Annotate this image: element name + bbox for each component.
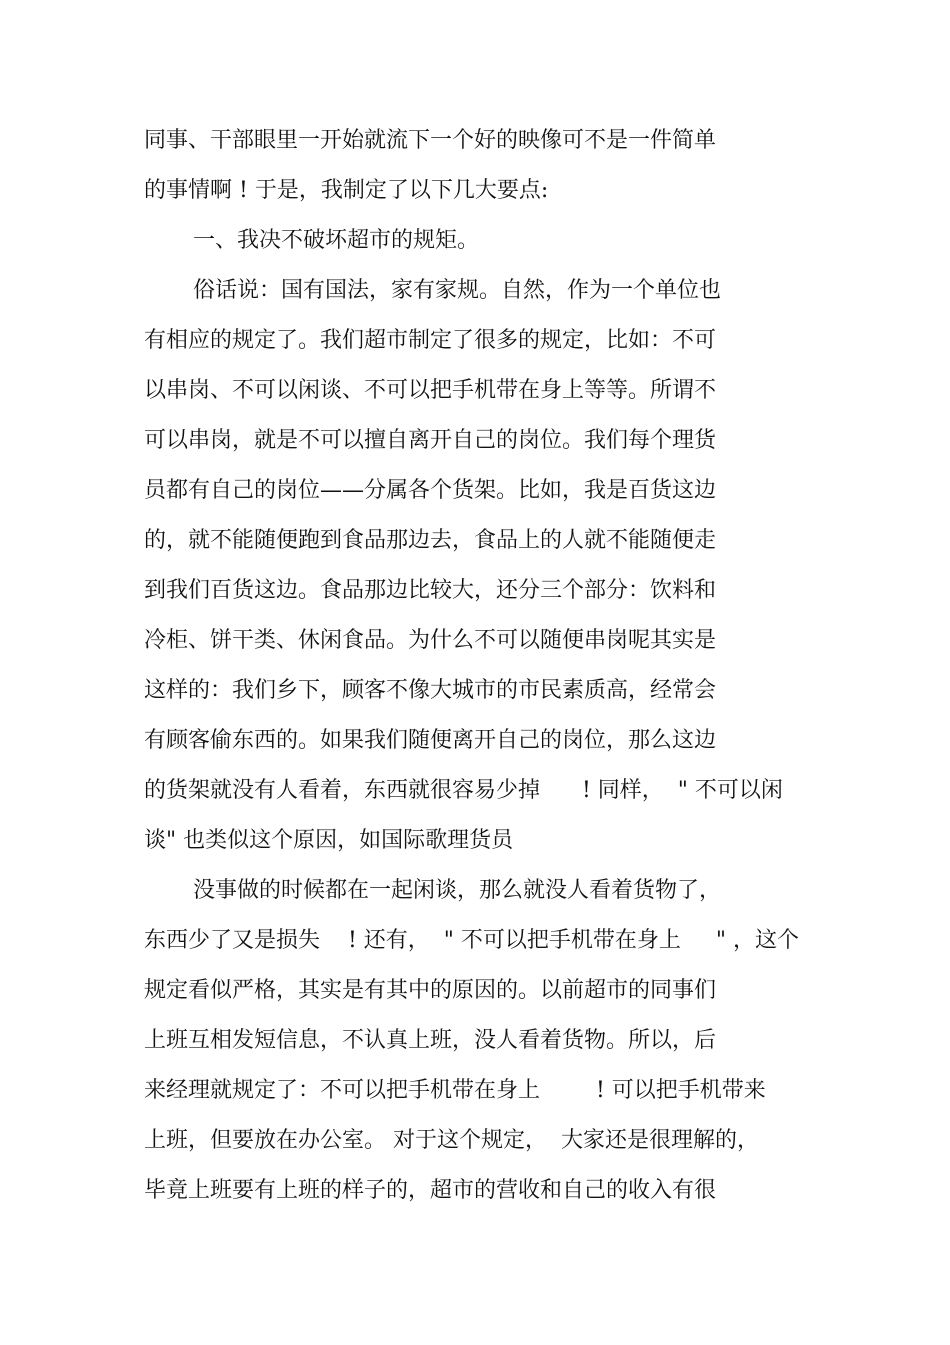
text-line: 毕竟上班要有上班的样子的，超市的营收和自己的收入有很 [144, 1178, 717, 1203]
text-line: 到我们百货这边。食品那边比较大，还分三个部分：饮料和 [144, 578, 717, 603]
text-line: 这样的：我们乡下，顾客不像大城市的市民素质高，经常会 [144, 678, 717, 703]
text-line: 同事、干部眼里一开始就流下一个好的映像可不是一件简单 [144, 128, 717, 153]
text-line: 谈" 也类似这个原因，如国际歌理货员 [144, 828, 514, 853]
section-heading: 一、我决不破坏超市的规矩。 [193, 228, 480, 253]
text-line: 规定看似严格，其实是有其中的原因的。以前超市的同事们 [144, 978, 717, 1003]
text-line: 东西少了又是损失 ! 还有， " 不可以把手机带在身上 " ，这个 [144, 928, 799, 953]
text-line: 的，就不能随便跑到食品那边去，食品上的人就不能随便走 [144, 528, 717, 553]
text-line: 上班，但要放在办公室。 对于这个规定， 大家还是很理解的， [144, 1128, 759, 1153]
text-line: 有相应的规定了。我们超市制定了很多的规定，比如：不可 [144, 328, 717, 353]
text-line: 来经理就规定了：不可以把手机带在身上 ! 可以把手机带来 [144, 1078, 766, 1103]
text-line: 冷柜、饼干类、休闲食品。为什么不可以随便串岗呢其实是 [144, 628, 717, 653]
text-line: 有顾客偷东西的。如果我们随便离开自己的岗位，那么这边 [144, 728, 717, 753]
text-line: 的事情啊 ! 于是，我制定了以下几大要点: [144, 178, 549, 203]
text-line: 可以串岗，就是不可以擅自离开自己的岗位。我们每个理货 [144, 428, 717, 453]
text-line: 上班互相发短信息，不认真上班，没人看着货物。所以，后 [144, 1028, 717, 1053]
text-line: 没事做的时候都在一起闲谈，那么就没人看着货物了， [193, 878, 722, 903]
text-line: 以串岗、不可以闲谈、不可以把手机带在身上等等。所谓不 [144, 378, 717, 403]
text-line: 员都有自己的岗位——分属各个货架。比如，我是百货这边 [144, 478, 717, 503]
text-line: 俗话说：国有国法，家有家规。自然，作为一个单位也 [193, 278, 722, 303]
text-line: 的货架就没有人看着，东西就很容易少掉 ! 同样， " 不可以闲 [144, 778, 783, 803]
